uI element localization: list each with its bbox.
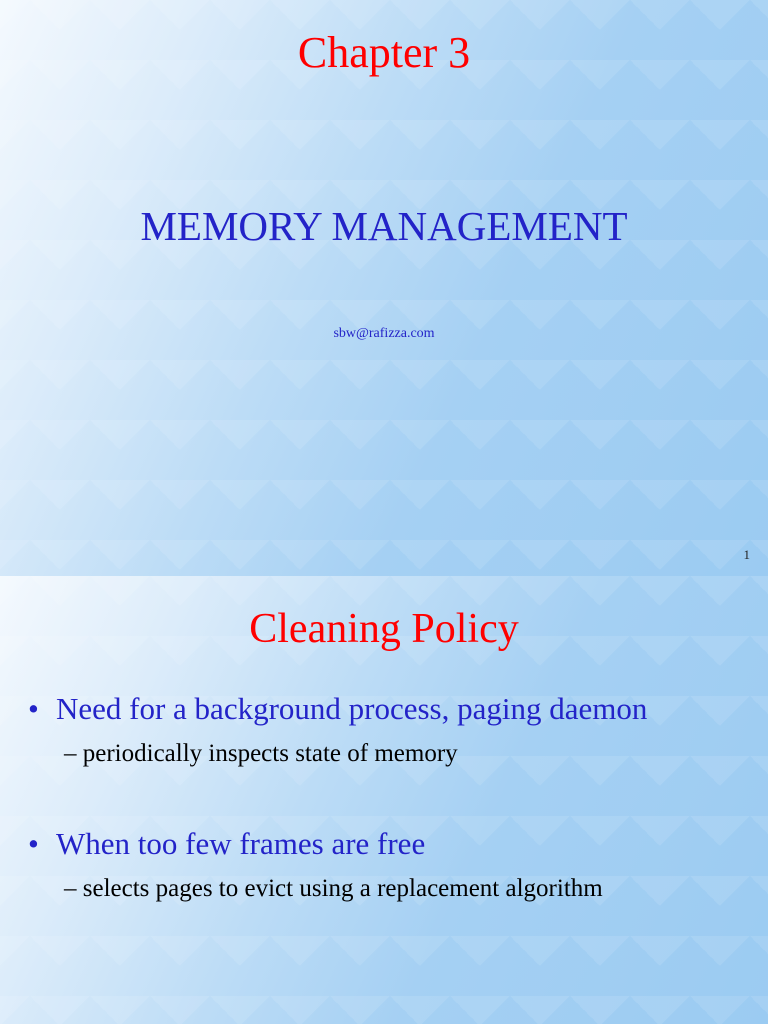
bullet-item [28,828,425,859]
slide-title: Cleaning Policy [249,606,519,652]
sub-bullet-text: – periodically inspects state of memory [64,740,458,767]
bullet-text: Need for a background process, paging daemon [56,691,648,726]
sub-bullet-text: – selects pages to evict using a replacement algorithm [64,875,603,902]
bullet-text: When too few frames are free [56,826,426,861]
bullet-marker: • [28,826,39,861]
author-email: sbw@rafizza.com [333,326,435,341]
slide-title: Chapter 3 [297,28,471,77]
bullet-marker: • [28,691,39,726]
slide-2 [0,576,768,1024]
page-number: 1 [743,547,750,562]
slide-subtitle: MEMORY MANAGEMENT [140,203,628,249]
bullet-item [28,693,647,724]
